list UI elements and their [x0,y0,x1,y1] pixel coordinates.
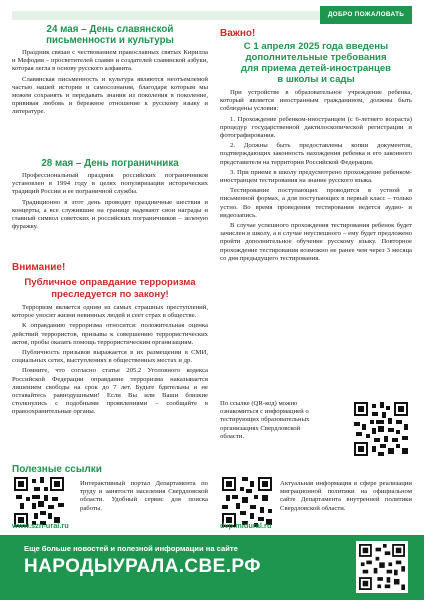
dvp-link-description: Актуальная информация в сфере реализации миграционной политики на официальном сайте Департамента внутренней политики Свердловской области. [280,480,412,512]
footer-tagline: Еще больше новостей и полезной информации на сайте [24,544,238,553]
qr-info-text: По ссылке (QR-код) можно ознакомиться с информацией о тестирующих образовательных организациях Свердловской области. [220,400,310,440]
footer-qr-frame [356,541,408,593]
terror-title: Публичное оправдание терроризма преследуется по закону! [24,277,196,300]
testing-qr-code[interactable] [352,400,410,458]
border-title: 28 мая – День пограничника [41,158,179,169]
dvp-link[interactable]: dvp.midural.ru [220,521,272,530]
terror-paragraph-3: Публичность призывов выражается в их размещении в СМИ, социальных сетях, выступлениях в общественных местах и др. [12,349,208,365]
site-qr-code[interactable] [359,544,405,590]
top-stripe [12,11,322,20]
border-paragraph-2: Традиционно в этот день проводят праздничные шествия и концерты, а все служившие на границе надевают свои награды и главный символ советских и российских пограничников – зеленую фуражку. [12,198,208,231]
top-bar [12,6,412,24]
terror-section [12,262,208,417]
qr-info-block [220,400,412,468]
terror-paragraph-1: Терроризм является одним из самых страшных преступлений, которое уносит жизни невинных людей и сеет страх в обществе. [12,304,208,320]
szn-qr-code[interactable] [14,477,64,527]
szn-link[interactable]: www.szn-ural.ru [12,521,69,530]
requirements-intro: При устройстве в образовательное учреждение ребенка, который является иностранным гражданином, должны быть соблюдены условия: [220,89,412,113]
foreign-children-title: С 1 апреля 2025 года введены дополнительные требования для приема детей-иностранцев в школы и сады [240,41,392,85]
border-paragraph-1: Профессиональный праздник российских пограничников установлен в 1994 году в целях популяризации исторических традиций России и ее пограничной службы. [12,172,208,196]
testing-result-paragraph: В случае успешного прохождения тестирования ребенок будет зачислен в школу, а в случае неуспешного – ему будет предложено пройти дополнительное обучение русскому языку. Повторное прохождение тестирования возможно не ранее чем через 3 месяца со дня предыдущего тестирования. [220,222,412,262]
slavic-title: 24 мая – День славянской письменности и культуры [46,24,174,46]
footer-site-link[interactable]: НАРОДЫУРАЛА.СВЕ.РФ [24,556,261,577]
dvp-qr-code[interactable] [222,477,272,527]
slavic-paragraph-1: Праздник связан с чествованием православных святых Кирилла и Мефодия – просветителей славян и создателей славянской азбуки, которая легла в основу русского алфавита. [12,49,208,73]
terror-paragraph-2: К оправданию терроризма относится: положительная оценка действий террористов, призывы к совершению террористических актов, пробы оказать помощь террористическим организациям. [12,322,208,346]
requirement-3: 3. При приеме в школу предусмотрено прохождение ребенком-иностранцем тестирования на знание русского языка. [220,168,412,185]
requirement-2: 2. Должны быть предоставлены копии документов, подтверждающих законность нахождения ребенка и его законного представителя на территории Российской Федерации. [220,142,412,166]
foreign-children-section [220,28,412,263]
useful-links-title: Полезные ссылки [12,464,102,475]
testing-paragraph: Тестирование поступающих проводится в устной и письменной формах, а для поступающих в первый класс – только устно. Во время проведения тестирования ведется аудио- и видеозапись. [220,187,412,219]
important-heading: Важно! [220,28,256,39]
slavic-section [12,24,208,117]
welcome-badge: ДОБРО ПОЖАЛОВАТЬ [320,6,412,24]
terror-paragraph-4: Помните, что согласно статье 205.2 Уголовного кодекса Российской Федерации оправдание терроризма наказывается лишением свободы на срок до 7 лет. Будьте бдительны и не оставайтесь равнодушными! Если Вы или Ваши близкие столкнулись с подобными проявлениями – сообщайте в правоохранительные органы. [12,367,208,416]
szn-link-description: Интерактивный портал Департамента по труду и занятости населения Свердловской области. Удобный сервис для поиска работы. [80,480,208,512]
slavic-paragraph-2: Славянская письменность и культура являются неотъемлемой частью нашей истории и самосознания, благодаря которым мы можем сохранять и передавать знания из поколения в поколение, прививая любовь и бережное отношение к русскому языку и литературе. [12,75,208,116]
attention-heading: Внимание! [12,262,66,273]
border-section [12,158,208,231]
requirement-1: 1. Прохождение ребенком-иностранцем (с 6-летнего возраста) процедур государственной дактилоскопической регистрации и фотографирования. [220,115,412,140]
